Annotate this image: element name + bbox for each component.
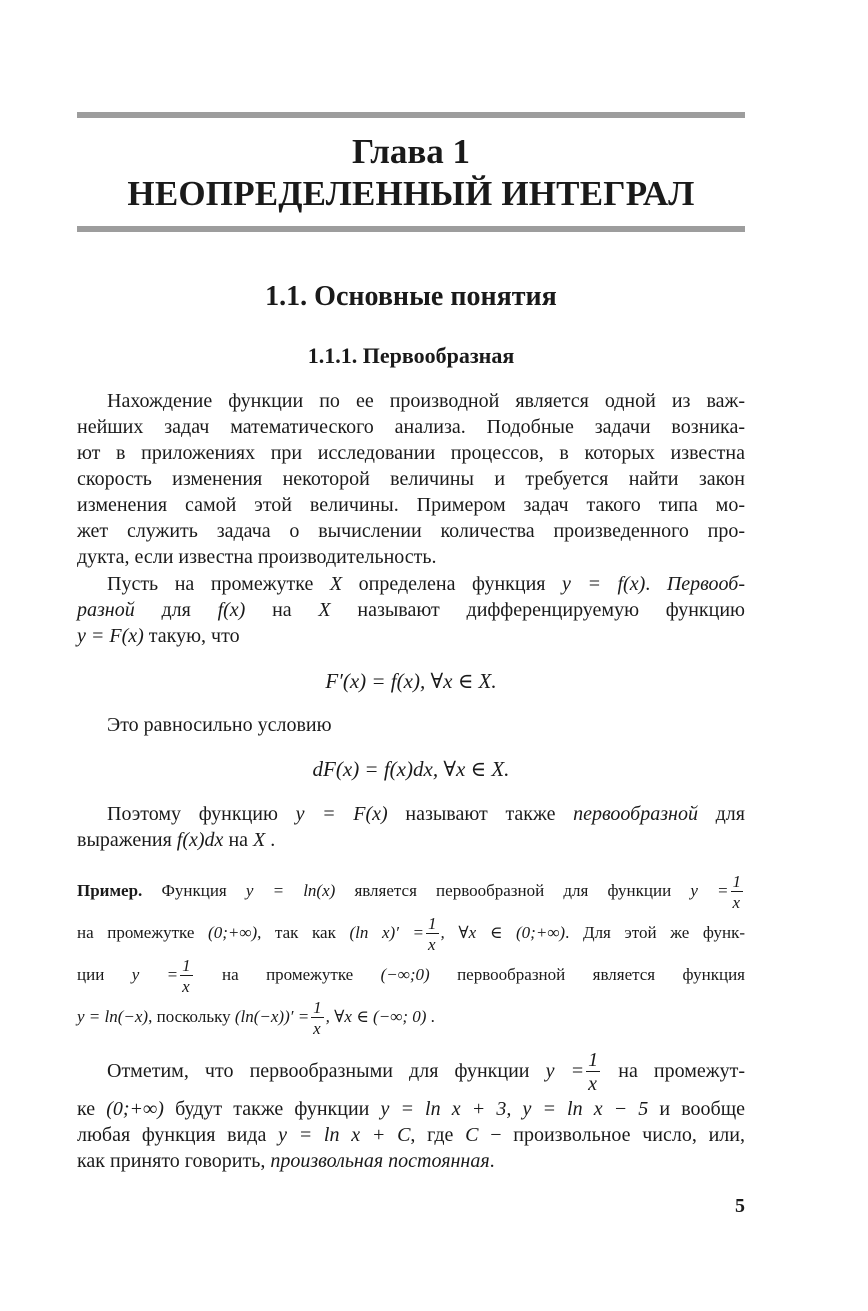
formula-differential: dF(x) = f(x)dx, ∀x ∈ X.: [312, 757, 510, 781]
fraction: $\frac{1}{x}$: [428, 914, 437, 955]
page-number: 5: [735, 1195, 745, 1217]
paragraph-expression: [77, 801, 745, 853]
text-line: Пример. Функция y = ln(x) является первообразной для функции y = $\frac{1}{x}$: [77, 872, 741, 913]
paragraph-intro: [77, 388, 745, 570]
example-label: Пример.: [77, 881, 143, 900]
text-line: на промежутке (0;+∞), так как (ln x)′ = $\frac{1}{x}$ , ∀x ∈ (0;+∞). Для этой же функ-: [77, 914, 746, 955]
chapter-title: НЕОПРЕДЕЛЕННЫЙ ИНТЕГРАЛ: [127, 174, 695, 213]
example-block: [77, 870, 745, 1038]
fraction: $\frac{1}{x}$: [588, 1049, 599, 1096]
text-line: дукта, если известна производительность.: [77, 546, 437, 568]
paragraph-constant: [77, 1046, 745, 1174]
text-line: Поэтому функцию y = F(x) называют также первообразной для: [107, 803, 745, 825]
text-line: Пусть на промежутке X определена функция y = f(x). Первооб-: [107, 573, 746, 595]
text-line: Это равносильно условию: [107, 714, 332, 736]
paragraph-definition: [77, 571, 745, 649]
formula-antiderivative: F′(x) = f(x), ∀x ∈ X.: [325, 669, 497, 693]
fraction: $\frac{1}{x}$: [182, 956, 191, 997]
section-title: 1.1. Основные понятия: [265, 281, 557, 312]
fraction: $\frac{1}{x}$: [732, 872, 741, 913]
text-line: ке (0;+∞) будут также функции y = ln x + 3, y = ln x − 5 и вообще: [77, 1098, 745, 1120]
text-line: y = ln(−x), поскольку (ln(−x))′ = $\frac{1}{x}$ , ∀x ∈ (−∞; 0) .: [77, 998, 435, 1039]
subsection-title: 1.1.1. Первообразная: [307, 343, 515, 368]
text-line: нейших задач математического анализа. Подобные задачи возника-: [77, 416, 745, 438]
text-line: Нахождение функции по ее производной является одной из важ-: [107, 390, 745, 412]
text-line: разной для f(x) на X называют дифференцируемую функцию: [77, 599, 745, 621]
text-line: изменения самой этой величины. Примером задач такого типа мо-: [77, 494, 745, 516]
text-line: скорость изменения некоторой величины и требуется найти закон: [77, 468, 745, 490]
fraction: $\frac{1}{x}$: [313, 998, 322, 1039]
text-line: ции y = $\frac{1}{x}$ на промежутке (−∞;0) первообразной является функция: [77, 956, 745, 997]
header-rule-top: [77, 112, 745, 118]
text-line: жет служить задача о вычислении количества произведенного про-: [77, 520, 745, 542]
text-line: ют в приложениях при исследовании процессов, в которых известна: [77, 442, 745, 464]
chapter-number: Глава 1: [351, 132, 471, 171]
text-line: любая функция вида y = ln x + C, где C − произвольное число, или,: [77, 1124, 745, 1146]
text-line: выражения f(x)dx на X .: [77, 829, 276, 851]
text-line: y = F(x) такую, что: [77, 625, 240, 647]
text-line: как принято говорить, произвольная постоянная.: [77, 1150, 495, 1172]
header-rule-bottom: [77, 226, 745, 232]
text-line: Отметим, что первообразными для функции y = $\frac{1}{x}$ на промежут-: [107, 1049, 746, 1096]
paragraph-equivalent: [77, 712, 745, 738]
